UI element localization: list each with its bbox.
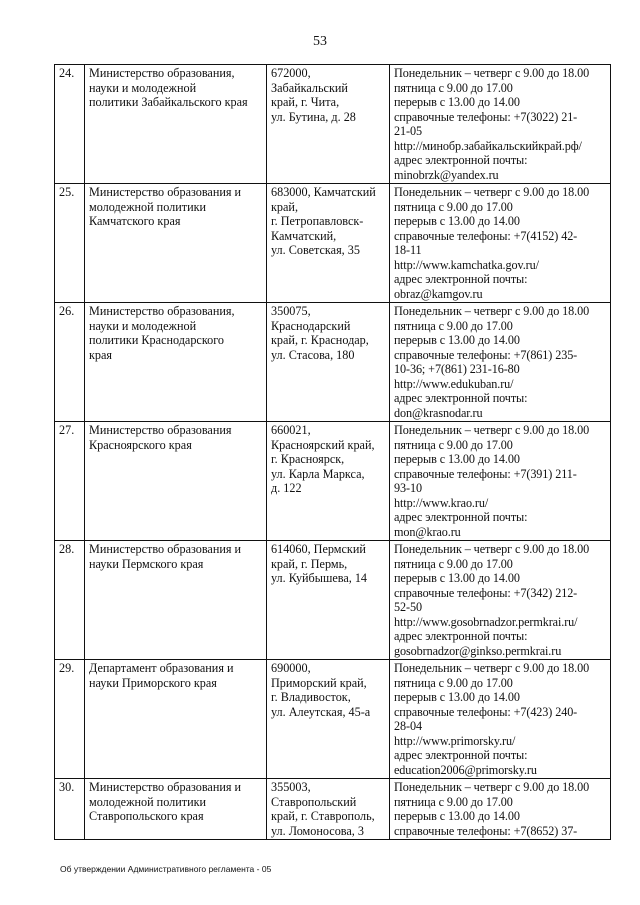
address-line: Краснодарский — [271, 318, 351, 333]
contact-info-line: 21-05 — [394, 124, 422, 138]
contact-info-line: справочные телефоны: +7(4152) 42- — [394, 228, 578, 243]
organization-line: политики Забайкальского края — [89, 95, 248, 109]
contact-info-cell — [390, 541, 611, 660]
address-cell — [267, 184, 390, 303]
organization-line: молодежной политики — [89, 199, 207, 214]
address-cell — [267, 541, 390, 660]
address-cell — [267, 422, 390, 541]
contact-info-cell — [390, 65, 611, 184]
address-line: г. Владивосток, — [271, 690, 351, 704]
contact-info-line: 28-04 — [394, 719, 422, 733]
address-cell — [267, 660, 390, 779]
page-number: 53 — [313, 34, 327, 49]
row-number: 29. — [55, 660, 85, 779]
contact-info-line: Понедельник – четверг с 9.00 до 18.00 — [394, 304, 590, 318]
organization-line: науки Приморского края — [89, 675, 217, 690]
organization-cell — [85, 660, 267, 779]
organization-line: науки Пермского края — [89, 556, 204, 571]
contact-info-line: перерыв с 13.00 до 14.00 — [394, 95, 520, 109]
contact-info-cell — [390, 779, 611, 840]
address-line: Забайкальский — [271, 80, 348, 95]
contact-info-line: http://www.krao.ru/ — [394, 495, 489, 510]
contact-info-cell — [390, 184, 611, 303]
row-number: 26. — [55, 303, 85, 422]
contact-info-line: пятница с 9.00 до 17.00 — [394, 556, 513, 571]
address-line: 683000, Камчатский — [271, 185, 376, 199]
organization-cell — [85, 65, 267, 184]
contact-info-cell — [390, 422, 611, 541]
contact-info-line: http://минобр.забайкальскийкрай.рф/ — [394, 138, 582, 153]
contact-info-line: пятница с 9.00 до 17.00 — [394, 318, 513, 333]
address-line: 355003, — [271, 780, 311, 794]
contact-info-line: адрес электронной почты: — [394, 510, 528, 524]
address-line: край, — [271, 199, 298, 214]
organization-line: Камчатского края — [89, 214, 181, 228]
address-line: Приморский край, — [271, 675, 367, 690]
address-line: Ставропольский — [271, 794, 357, 809]
address-line: ул. Алеутская, 45-а — [271, 704, 371, 719]
ministry-table — [54, 64, 611, 840]
organization-cell — [85, 541, 267, 660]
row-number: 30. — [55, 779, 85, 840]
contact-info-line: адрес электронной почты: — [394, 748, 528, 762]
organization-cell — [85, 303, 267, 422]
contact-info-line: справочные телефоны: +7(342) 212- — [394, 585, 578, 600]
contact-info-line: Понедельник – четверг с 9.00 до 18.00 — [394, 780, 590, 794]
address-cell — [267, 779, 390, 840]
contact-info-line: перерыв с 13.00 до 14.00 — [394, 809, 520, 823]
contact-info-line: http://www.edukuban.ru/ — [394, 376, 514, 391]
contact-info-line: Понедельник – четверг с 9.00 до 18.00 — [394, 661, 590, 675]
contact-info-line: mon@krao.ru — [394, 524, 461, 539]
organization-cell — [85, 422, 267, 541]
contact-info-line: Понедельник – четверг с 9.00 до 18.00 — [394, 423, 590, 437]
table-row — [55, 779, 611, 840]
contact-info-line: перерыв с 13.00 до 14.00 — [394, 452, 520, 466]
contact-info-line: http://www.primorsky.ru/ — [394, 733, 516, 748]
organization-cell — [85, 184, 267, 303]
address-line: ул. Советская, 35 — [271, 243, 360, 257]
address-line: край, г. Пермь, — [271, 556, 348, 571]
table-row — [55, 303, 611, 422]
contact-info-line: 10-36; +7(861) 231-16-80 — [394, 362, 520, 376]
contact-info-line: Понедельник – четверг с 9.00 до 18.00 — [394, 66, 590, 80]
address-line: 672000, — [271, 66, 311, 80]
table-row — [55, 422, 611, 541]
address-line: 690000, — [271, 661, 311, 675]
address-line: край, г. Ставрополь, — [271, 809, 375, 823]
contact-info-line: перерыв с 13.00 до 14.00 — [394, 333, 520, 347]
address-line: край, г. Чита, — [271, 95, 340, 109]
address-line: 350075, — [271, 304, 311, 318]
contact-info-line: 93-10 — [394, 481, 422, 495]
address-line: Камчатский, — [271, 228, 337, 243]
contact-info-line: пятница с 9.00 до 17.00 — [394, 794, 513, 809]
contact-info-line: пятница с 9.00 до 17.00 — [394, 675, 513, 690]
table-row — [55, 660, 611, 779]
organization-line: Министерство образования и — [89, 542, 242, 556]
row-number: 25. — [55, 184, 85, 303]
organization-line: Министерство образования, — [89, 66, 235, 80]
contact-info-line: справочные телефоны: +7(861) 235- — [394, 347, 578, 362]
contact-info-line: справочные телефоны: +7(3022) 21- — [394, 109, 578, 124]
address-cell — [267, 303, 390, 422]
contact-info-line: пятница с 9.00 до 17.00 — [394, 437, 513, 452]
contact-info-line: адрес электронной почты: — [394, 391, 528, 405]
contact-info-line: пятница с 9.00 до 17.00 — [394, 199, 513, 214]
row-number: 24. — [55, 65, 85, 184]
contact-info-line: справочные телефоны: +7(8652) 37- — [394, 823, 578, 838]
contact-info-line: 18-11 — [394, 243, 422, 257]
organization-line: Министерство образования, — [89, 304, 235, 318]
address-line: г. Петропавловск- — [271, 214, 364, 228]
contact-info-line: пятница с 9.00 до 17.00 — [394, 80, 513, 95]
address-line: 660021, — [271, 423, 311, 437]
contact-info-line: http://www.kamchatka.gov.ru/ — [394, 257, 539, 272]
contact-info-cell — [390, 303, 611, 422]
organization-line: науки и молодежной — [89, 318, 197, 333]
row-number: 27. — [55, 422, 85, 541]
organization-line: Ставропольского края — [89, 809, 204, 823]
organization-line: молодежной политики — [89, 794, 207, 809]
address-line: ул. Карла Маркса, — [271, 466, 365, 481]
organization-line: края — [89, 347, 113, 362]
address-line: ул. Бутина, д. 28 — [271, 109, 356, 124]
contact-info-line: don@krasnodar.ru — [394, 405, 483, 420]
organization-line: Министерство образования — [89, 423, 232, 437]
contact-info-line: obraz@kamgov.ru — [394, 286, 483, 301]
address-cell — [267, 65, 390, 184]
organization-line: Красноярского края — [89, 437, 192, 452]
organization-line: науки и молодежной — [89, 80, 197, 95]
address-line: 614060, Пермский — [271, 542, 366, 556]
organization-line: Министерство образования и — [89, 185, 242, 199]
organization-line: Министерство образования и — [89, 780, 242, 794]
contact-info-line: справочные телефоны: +7(391) 211- — [394, 466, 577, 481]
contact-info-line: 52-50 — [394, 600, 422, 614]
address-line: Красноярский край, — [271, 437, 375, 452]
address-line: д. 122 — [271, 481, 302, 495]
row-number: 28. — [55, 541, 85, 660]
table-row — [55, 65, 611, 184]
contact-info-line: Понедельник – четверг с 9.00 до 18.00 — [394, 185, 590, 199]
table-row — [55, 184, 611, 303]
contact-info-line: Понедельник – четверг с 9.00 до 18.00 — [394, 542, 590, 556]
contact-info-line: адрес электронной почты: — [394, 629, 528, 643]
organization-cell — [85, 779, 267, 840]
address-line: г. Красноярск, — [271, 452, 345, 466]
address-line: ул. Куйбышева, 14 — [271, 571, 368, 585]
contact-info-line: education2006@primorsky.ru — [394, 762, 537, 777]
contact-info-line: http://www.gosobrnadzor.permkrai.ru/ — [394, 614, 578, 629]
footer-note: Об утверждении Административного регламента - 05 — [60, 864, 272, 874]
contact-info-line: minobrzk@yandex.ru — [394, 167, 499, 182]
contact-info-cell — [390, 660, 611, 779]
contact-info-line: gosobrnadzor@ginkso.permkrai.ru — [394, 643, 562, 658]
contact-info-line: адрес электронной почты: — [394, 153, 528, 167]
contact-info-line: адрес электронной почты: — [394, 272, 528, 286]
address-line: край, г. Краснодар, — [271, 333, 369, 347]
organization-line: Департамент образования и — [89, 661, 234, 675]
contact-info-line: перерыв с 13.00 до 14.00 — [394, 571, 520, 585]
address-line: ул. Стасова, 180 — [271, 347, 355, 362]
table-body — [55, 65, 611, 840]
contact-info-line: перерыв с 13.00 до 14.00 — [394, 690, 520, 704]
contact-info-line: справочные телефоны: +7(423) 240- — [394, 704, 578, 719]
contact-info-line: перерыв с 13.00 до 14.00 — [394, 214, 520, 228]
organization-line: политики Краснодарского — [89, 333, 225, 347]
table-row — [55, 541, 611, 660]
address-line: ул. Ломоносова, 3 — [271, 823, 364, 838]
